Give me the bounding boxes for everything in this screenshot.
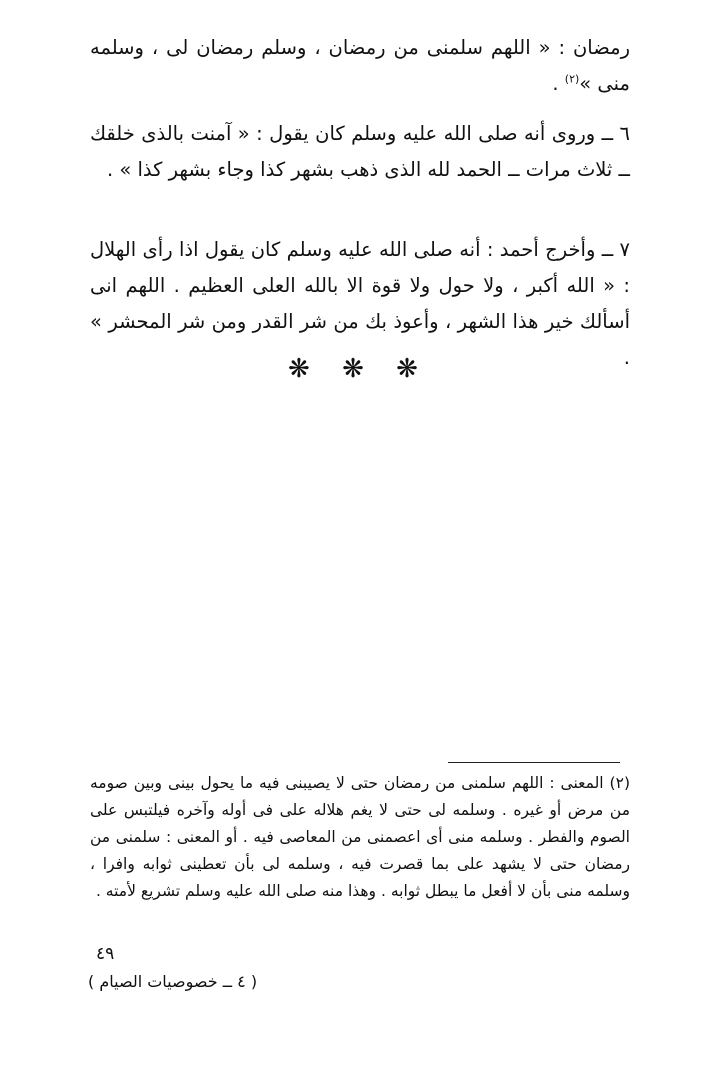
section-separator: ❋ ❋ ❋ <box>288 354 430 384</box>
page-number: ٤٩ <box>96 944 115 964</box>
footnote: (٢) المعنى : اللهم سلمنى من رمضان حتى لا يصيبنى فيه ما يحول بينى وبين صومه من مرض أو غيره . وسلمه لى حتى لا يغم هلاله على فى أوله وآخره فيلتبس على الصوم والفطر . وسلمه منى أى اعصمنى من المعاصى فيه . أو المعنى : سلمنى من رمضان حتى لا يشهد على بما قصرت فيه ، وسلمه لى بأن تعطينى ثوابه وافرا ، وسلمه منى بأن لا أفعل ما يبطل ثوابه . وهذا منه صلى الله عليه وسلم تشريع لأمته . <box>90 774 630 900</box>
paragraph-7: ٧ ــ وأخرج أحمد : أنه صلى الله عليه وسلم كان يقول اذا رأى الهلال : « الله أكبر ، ولا حول ولا قوة الا بالله العلى العظيم . اللهم انى أسألك خير هذا الشهر ، وأعوذ بك من شر القدر ومن شر المحشر » . <box>90 238 630 369</box>
footnote-reference[interactable]: (٢) <box>564 72 580 86</box>
signature-mark: ( ٤ ــ خصوصيات الصيام ) <box>88 972 258 991</box>
footnote-divider <box>448 762 620 763</box>
paragraph-1-tail: . <box>552 72 565 95</box>
paragraph-1 <box>90 30 630 102</box>
paragraph-1-text: رمضان : « اللهم سلمنى من رمضان ، وسلم رمضان لى ، وسلمه منى » <box>90 36 630 95</box>
paragraph-6: ٦ ــ وروى أنه صلى الله عليه وسلم كان يقول : « آمنت بالذى خلقك ــ ثلاث مرات ــ الحمد لله الذى ذهب بشهر كذا وجاء بشهر كذا » . <box>90 122 630 181</box>
